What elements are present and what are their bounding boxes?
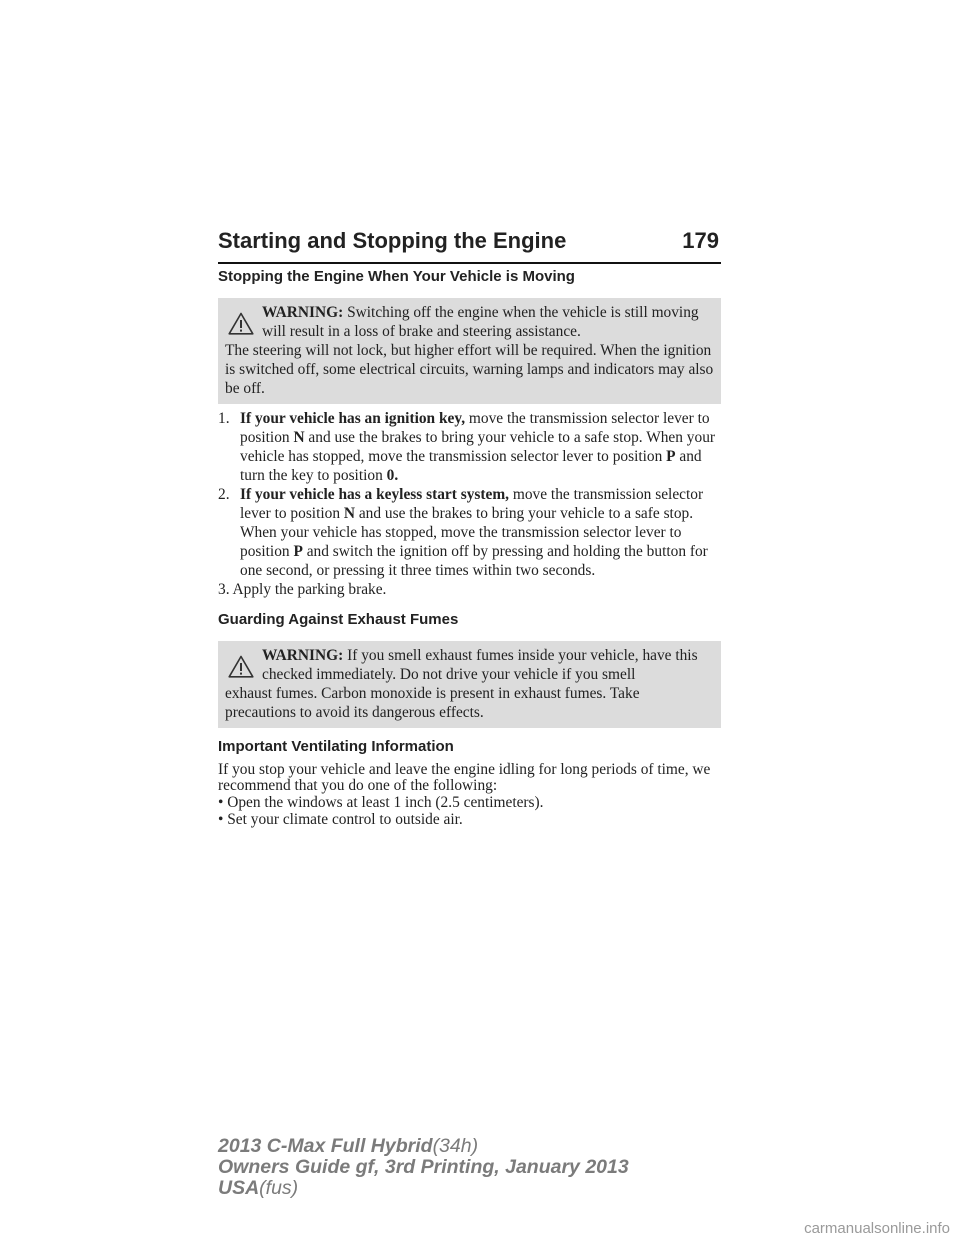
warning-text-rest: exhaust fumes. Carbon monoxide is present in exhaust fumes. Take precautions to avoid its dangerous effects. [225, 685, 640, 721]
bullet-text: Open the windows at least 1 inch (2.5 centimeters). [227, 794, 544, 811]
list-item [218, 409, 721, 485]
step-number: 2. [218, 486, 230, 503]
warning-box-exhaust [218, 641, 721, 728]
warning-text-lead: Switching off the engine when the vehicle is still moving will result in a loss of brake and steering assistance. [262, 304, 699, 340]
warning-text-rest: The steering will not lock, but higher effort will be required. When the ignition is switched off, some electrical circuits, warning lamps and indicators may also be off. [225, 342, 714, 397]
step-lead: If your vehicle has a keyless start system, [240, 486, 510, 503]
position-label: N [343, 505, 355, 522]
watermark: carmanualsonline.info [804, 1220, 950, 1237]
footer-guide-info: Owners Guide gf, 3rd Printing, January 2013 [218, 1156, 629, 1178]
position-label: N [293, 429, 305, 446]
step-text: and turn the key to position [240, 448, 702, 484]
step-text: and switch the ignition off by pressing and holding the button for one second, or pressing it three times within two seconds. [240, 543, 708, 579]
ventilating-intro: If you stop your vehicle and leave the engine idling for long periods of time, we recommend that you do one of the following: [218, 761, 711, 794]
footer-model-code: (34h) [432, 1135, 479, 1157]
footer-market: USA [218, 1177, 260, 1199]
warning-label: WARNING: [262, 647, 344, 664]
section-heading-stopping-engine: Stopping the Engine When Your Vehicle is Moving [218, 268, 575, 285]
section-heading-exhaust-fumes: Guarding Against Exhaust Fumes [218, 611, 459, 628]
bullet-text: Set your climate control to outside air. [227, 811, 463, 828]
warning-text-lead: If you smell exhaust fumes inside your vehicle, have this checked immediately. Do not drive your vehicle if you smell [262, 647, 698, 683]
footer-model: 2013 C-Max Full Hybrid [218, 1135, 433, 1157]
step-lead: If your vehicle has an ignition key, [240, 410, 466, 427]
section-heading-ventilating: Important Ventilating Information [218, 738, 454, 755]
bullet-symbol: • [218, 811, 224, 828]
footer-market-code: (fus) [259, 1177, 299, 1199]
page-content [218, 268, 721, 828]
print-footer [218, 1136, 629, 1199]
steps-list [218, 409, 721, 599]
warning-triangle-icon [228, 312, 254, 335]
list-item [218, 580, 721, 599]
bullet-symbol: • [218, 794, 224, 811]
step-number: 1. [218, 410, 230, 427]
warning-triangle-icon [228, 655, 254, 678]
page-number: 179 [682, 228, 719, 253]
list-item [218, 794, 721, 811]
position-label: P [666, 448, 676, 465]
step-text: and use the brakes to bring your vehicle to a safe stop. When your vehicle has stopped, move the transmission selector lever to position [240, 505, 694, 560]
step-text: and use the brakes to bring your vehicle to a safe stop. When your vehicle has stopped, move the transmission selector lever to position [240, 429, 716, 465]
warning-box-stopping-engine [218, 298, 721, 404]
position-label: 0. [386, 467, 399, 484]
step-text: Apply the parking brake. [232, 581, 387, 598]
chapter-title: Starting and Stopping the Engine [218, 228, 567, 253]
list-item [218, 485, 721, 580]
position-label: P [293, 543, 303, 560]
warning-label: WARNING: [262, 304, 344, 321]
step-text: move the transmission selector lever to position [240, 486, 704, 522]
step-number: 3. [218, 581, 230, 598]
list-item [218, 811, 721, 828]
page-header [218, 228, 721, 264]
step-text: move the transmission selector lever to position [240, 410, 710, 446]
